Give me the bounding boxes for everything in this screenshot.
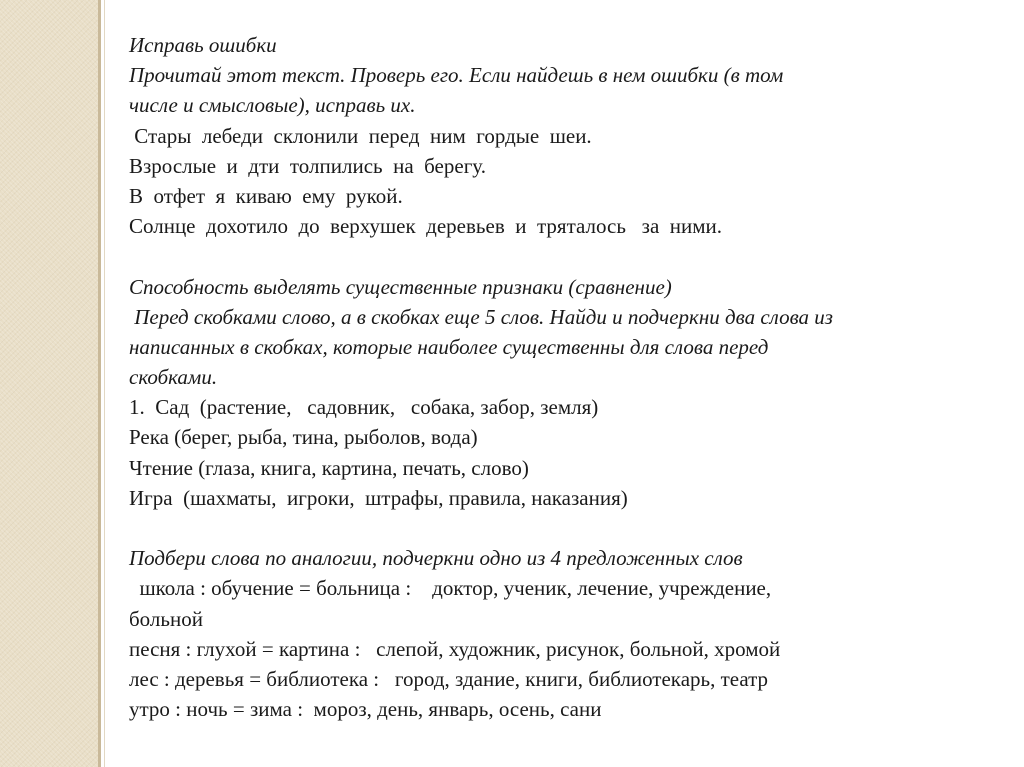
list-item: 1. Сад (растение, садовник, собака, забор, земля) (129, 395, 599, 420)
instruction-line: числе и смысловые), исправь их. (129, 93, 416, 118)
list-item: больной (129, 606, 203, 631)
instruction-line: скобками. (129, 365, 218, 390)
list-item: утро : ночь = зима : мороз, день, январь, осень, сани (129, 697, 602, 722)
decorative-divider-line-thin (104, 0, 105, 767)
section-title: Исправь ошибки (129, 33, 277, 57)
decorative-left-strip (0, 0, 98, 767)
instruction-line: Перед скобками слово, а в скобках еще 5 слов. Найди и подчеркни два слова из (129, 304, 834, 329)
text-line: В отфет я киваю ему рукой. (129, 183, 403, 208)
list-item: лес : деревья = библиотека : город, здание, книги, библиотекарь, театр (129, 666, 769, 691)
instruction-line: написанных в скобках, которые наиболее существенны для слова перед (129, 334, 769, 359)
list-item: Игра (шахматы, игроки, штрафы, правила, наказания) (129, 485, 628, 510)
list-item: школа : обучение = больница : доктор, ученик, лечение, учреждение, (129, 576, 772, 601)
instruction-line: Прочитай этот текст. Проверь его. Если найдешь в нем ошибки (в том (129, 63, 784, 88)
spacer (129, 513, 1009, 543)
section-title: Подбери слова по аналогии, подчеркни одно из 4 предложенных слов (129, 546, 743, 571)
text-line: Солнце дохотило до верхушек деревьев и тряталось за ними. (129, 214, 723, 239)
text-line: Взрослые и дти толпились на берегу. (129, 153, 486, 178)
spacer (129, 241, 1009, 271)
list-item: Чтение (глаза, книга, картина, печать, слово) (129, 455, 529, 480)
text-line: Стары лебеди склонили перед ним гордые шеи. (129, 123, 592, 148)
slide-content (129, 30, 1009, 724)
decorative-divider-line (98, 0, 101, 767)
section-title: Способность выделять существенные признаки (сравнение) (129, 274, 672, 299)
list-item: Река (берег, рыба, тина, рыболов, вода) (129, 425, 478, 450)
list-item: песня : глухой = картина : слепой, художник, рисунок, больной, хромой (129, 636, 781, 661)
